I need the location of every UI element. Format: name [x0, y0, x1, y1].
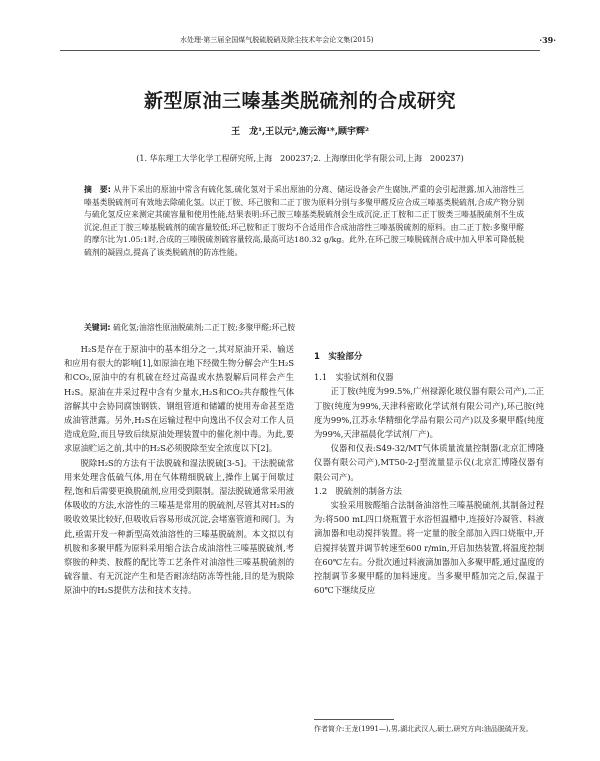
author-footnote: 作者简介:王龙(1991—),男,湖北武汉人,硕士,研究方向:油品脱硫开发。	[314, 725, 533, 733]
subsection-heading-reagents: 1.1 实验试剂和仪器	[314, 372, 394, 383]
paper-affiliation: (1. 华东理工大学化学工程研究所,上海 200237;2. 上海摩田化学有限公司,上海 200237)	[136, 154, 464, 163]
abstract-text: 从井下采出的原油中常含有硫化氢,硫化氢对于采出原油的分离、储运设备会产生腐蚀,严重的会引起泄露,加入油溶性三嗪基类脱硫剂可有效地去除硫化氢。以正丁胺、环己胺和二正丁胺为原料分别与多聚甲醛反应合成三嗪基类脱硫剂,合成产物分别与硫化氢反应来测定其硫容量和使用性能,结果表明:环己胺三嗪基类脱硫剂会生成沉淀,正丁胺和二正丁胺类三嗪基脱硫剂不生成沉淀,但正丁胺三嗪基脱硫剂的硫容量较低;环己胺和正丁胺均不合适用作合成油溶性三嗪基脱硫剂的原料。由二正丁胺:多聚甲醛的摩尔比为1.05:1时,合成的三嗪脱硫剂硫容量较高,最高可达180.32 g/kg。此外,在环己胺三嗪脱硫剂合成中加入甲苯可降低脱硫剂的凝固点,提高了该类脱硫剂的防冻性能。	[84, 185, 524, 257]
intro-paragraph-1: H₂S是存在于原油中的基本组分之一,其对原油开采、输送和应用有很大的影响[1],如原油在地下经微生物分解会产生H₂S和CO₂,原油中的有机硫在经过高温或水热裂解后同样会产生H₂S。原油在井采过程中含有少量水,H₂S和CO₂共存酸性气体溶解其中会协同腐蚀钢铁、钢组管道和储罐的使用寿命甚至造成油管泄露。另外,H₂S在运输过程中向逸出不仅会对工作人员造成危险,而且导致后续原油处理装置中的催化剂中毒。为此,要求原油贮运之前,其中的H₂S必须脱除至安全浓度以下[2]。	[64, 344, 294, 454]
page-number: ·39·	[539, 35, 556, 45]
keywords-text: 硫化氢;油溶性原油脱硫剂;二正丁胺;多聚甲醛;环己胺	[113, 323, 296, 332]
running-head: 水处理·第三届全国煤气脱硫脱硝及除尘技术年会论文集(2015)	[180, 36, 374, 44]
abstract-label: 摘 要:	[84, 185, 111, 194]
right-column	[314, 350, 544, 597]
left-column	[64, 342, 294, 598]
instruments-paragraph: 仪器和仪表:S49-32/MT气体质量流量控制器(北京汇博隆仪器有限公司产),MT50-2-J型流量显示仪(北京汇博隆仪器有限公司产)。	[314, 443, 544, 482]
header-rule	[60, 50, 540, 51]
keywords-label: 关键词:	[84, 323, 111, 332]
paper-authors: 王 龙¹,王以元²,施云海¹*,顾宇辉²	[231, 127, 369, 137]
section-heading-experimental: 1 实验部分	[314, 352, 363, 362]
abstract	[84, 184, 524, 260]
intro-paragraph-2: 脱除H₂S的方法有干法脱硫和湿法脱硫[3-5]。干法脱硫常用来处理含低硫气体,用在气体精细脱硫上,操作上属于间歇过程,饱和后需要更换脱硫剂,应用受到限制。湿法脱硫通常采用液体吸收的方法,水溶性的三嗪基是常用的脱硫剂,尽管其对H₂S的吸收效果比较好,但吸收后容易形成沉淀,会堵塞管道和阀门。为此,亟需开发一种新型高效油溶性的三嗪基脱硫剂。本文拟以有机胺和多聚甲醛为原料采用缩合法合成油溶性三嗪基脱硫剂,考察胺的种类、胺醛的配比等工艺条件对油溶性三嗪基脱硫剂的硫容量、有无沉淀产生和是否耐冻结防冻等性能,目的是为脱除原油中的H₂S提供方法和技术支持。	[64, 457, 294, 596]
reagents-paragraph: 正丁胺(纯度为99.5%,广州禄源化玻仪器有限公司产),二正丁胺(纯度为99%,天津科密欧化学试剂有限公司产),环己胺(纯度为99%,江苏永华精细化学品有限公司产)以及多聚甲醛(纯度为99%,天津福晨化学试剂厂产)。	[314, 386, 544, 440]
keywords	[84, 322, 524, 334]
footnote-rule	[314, 719, 394, 720]
preparation-paragraph: 实验采用胺醛缩合法制备油溶性三嗪基脱硫剂,其制备过程为:将500 mL四口烧瓶置于水浴恒温槽中,连接好冷凝管、料液滴加器和电动搅拌装置。将一定量的胺全部加入四口烧瓶中,开启搅拌装置并调节转速至600 r/min,开启加热装置,将温度控制在60℃左右。分批次通过料液滴加器加入多聚甲醛,通过温度的控制调节多聚甲醛的加料速度。当多聚甲醛加完之后,保温于60℃下继续反应	[314, 500, 544, 596]
paper-title: 新型原油三嗪基类脱硫剂的合成研究	[143, 90, 456, 112]
subsection-heading-preparation: 1.2 脱硫剂的制备方法	[314, 485, 402, 496]
